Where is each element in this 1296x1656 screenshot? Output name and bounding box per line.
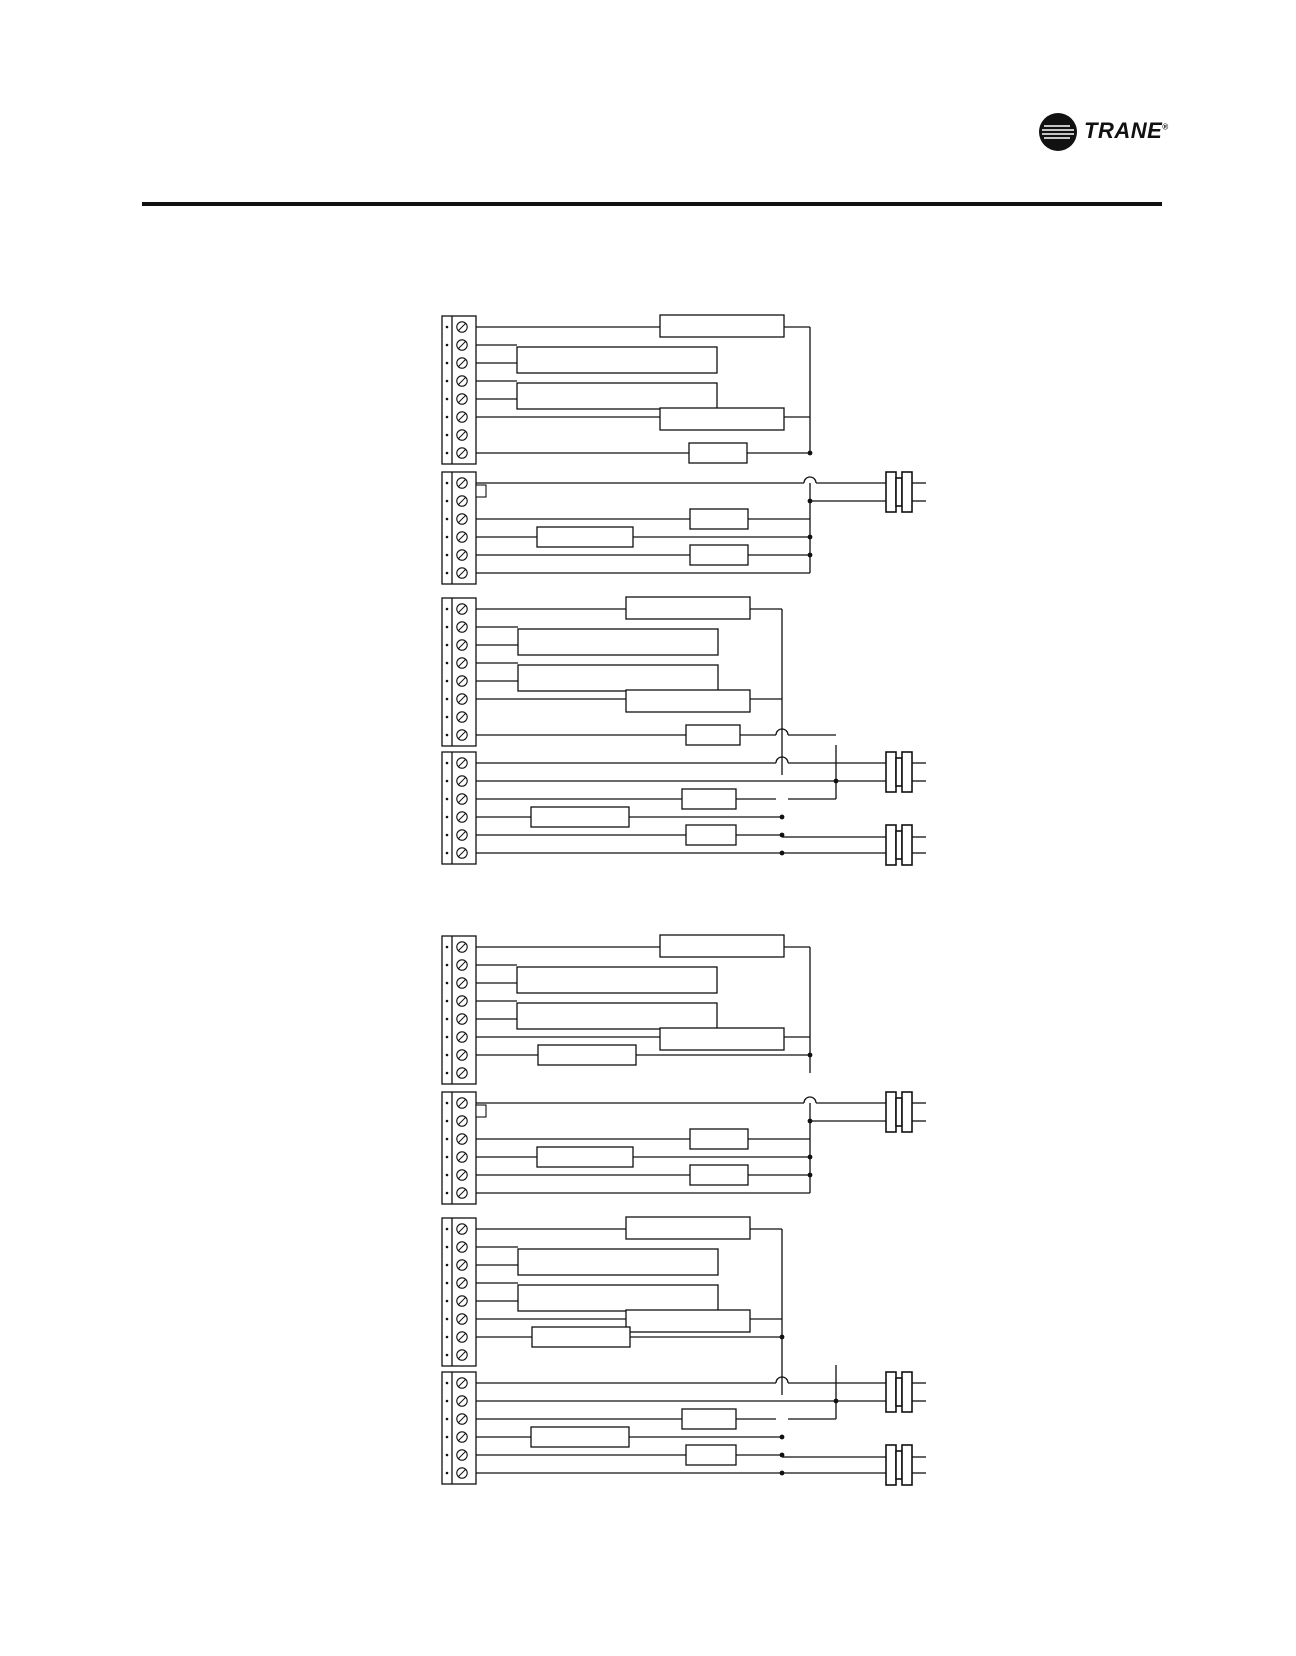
terminal-pin <box>446 1000 449 1003</box>
terminal-pin <box>446 1036 449 1039</box>
component-box <box>626 597 750 619</box>
terminal-pin <box>446 1156 449 1159</box>
connector-plug <box>886 1092 896 1132</box>
terminal-pin <box>446 716 449 719</box>
connector-plug <box>902 472 912 512</box>
terminal-pin <box>446 1192 449 1195</box>
terminal-pin <box>446 1354 449 1357</box>
terminal-block <box>442 472 476 584</box>
connector-plug <box>886 1372 896 1412</box>
junction-dot <box>808 1155 813 1160</box>
terminal-pin <box>446 1072 449 1075</box>
terminal-pin <box>446 326 449 329</box>
connector-plug <box>896 478 902 506</box>
junction-dot <box>808 1119 813 1124</box>
connector-plug <box>902 1092 912 1132</box>
terminal-pin <box>446 780 449 783</box>
terminal-pin <box>446 1264 449 1267</box>
connector-plug <box>902 1372 912 1412</box>
terminal-marker <box>476 485 486 497</box>
terminal-pin <box>446 1436 449 1439</box>
brand-name: TRANE® <box>1084 118 1169 143</box>
junction-dot <box>780 815 785 820</box>
connector-plug <box>896 758 902 786</box>
terminal-block <box>442 936 476 1084</box>
terminal-pin <box>446 518 449 521</box>
connector-plug <box>886 752 896 792</box>
terminal-pin <box>446 964 449 967</box>
terminal-pin <box>446 362 449 365</box>
junction-dot <box>808 1173 813 1178</box>
terminal-pin <box>446 1120 449 1123</box>
component-box <box>660 408 784 430</box>
terminal-pin <box>446 734 449 737</box>
wire-crossover <box>804 477 816 483</box>
terminal-pin <box>446 946 449 949</box>
component-box <box>626 690 750 712</box>
terminal-pin <box>446 1418 449 1421</box>
component-box <box>518 629 718 655</box>
terminal-pin <box>446 344 449 347</box>
terminal-pin <box>446 554 449 557</box>
terminal-pin <box>446 762 449 765</box>
component-box <box>690 1129 748 1149</box>
junction-dot <box>808 1053 813 1058</box>
terminal-block <box>442 752 476 864</box>
terminal-pin <box>446 1400 449 1403</box>
component-box <box>537 1147 633 1167</box>
junction-dot <box>808 553 813 558</box>
terminal-pin <box>446 398 449 401</box>
terminal-pin <box>446 608 449 611</box>
connector-plug <box>896 1378 902 1406</box>
component-box <box>690 545 748 565</box>
component-box <box>517 347 717 373</box>
terminal-pin <box>446 1382 449 1385</box>
terminal-block <box>442 316 476 464</box>
component-box <box>518 1285 718 1311</box>
terminal-pin <box>446 834 449 837</box>
terminal-pin <box>446 452 449 455</box>
connector-plug <box>902 1445 912 1485</box>
component-box <box>686 725 740 745</box>
component-box <box>538 1045 636 1065</box>
terminal-block <box>442 598 476 746</box>
terminal-pin <box>446 662 449 665</box>
component-box <box>686 825 736 845</box>
component-box <box>682 789 736 809</box>
component-box <box>660 1028 784 1050</box>
junction-dot <box>808 499 813 504</box>
terminal-pin <box>446 1282 449 1285</box>
junction-dot <box>780 1435 785 1440</box>
terminal-pin <box>446 1454 449 1457</box>
component-box <box>660 315 784 337</box>
junction-dot <box>780 851 785 856</box>
terminal-pin <box>446 1228 449 1231</box>
connector-plug <box>896 831 902 859</box>
terminal-block <box>442 1372 476 1484</box>
terminal-pin <box>446 798 449 801</box>
terminal-pin <box>446 1054 449 1057</box>
connector-plug <box>886 825 896 865</box>
terminal-block <box>442 1092 476 1204</box>
terminal-pin <box>446 816 449 819</box>
component-box <box>517 1003 717 1029</box>
terminal-pin <box>446 1336 449 1339</box>
connector-plug <box>896 1451 902 1479</box>
terminal-pin <box>446 380 449 383</box>
component-box <box>518 1249 718 1275</box>
junction-dot <box>808 535 813 540</box>
connector-plug <box>886 1445 896 1485</box>
terminal-pin <box>446 536 449 539</box>
component-box <box>517 383 717 409</box>
component-box <box>626 1217 750 1239</box>
terminal-pin <box>446 1246 449 1249</box>
component-box <box>660 935 784 957</box>
terminal-pin <box>446 1472 449 1475</box>
junction-dot <box>780 1471 785 1476</box>
terminal-pin <box>446 500 449 503</box>
component-box <box>682 1409 736 1429</box>
component-box <box>689 443 747 463</box>
terminal-pin <box>446 644 449 647</box>
connector-plug <box>896 1098 902 1126</box>
connector-plug <box>902 825 912 865</box>
connector-plug <box>902 752 912 792</box>
terminal-block <box>442 1218 476 1366</box>
component-box <box>518 665 718 691</box>
terminal-pin <box>446 434 449 437</box>
terminal-pin <box>446 416 449 419</box>
component-box <box>690 509 748 529</box>
component-box <box>626 1310 750 1332</box>
component-box <box>537 527 633 547</box>
terminal-pin <box>446 1300 449 1303</box>
wire-crossover <box>804 1097 816 1103</box>
terminal-pin <box>446 852 449 855</box>
terminal-pin <box>446 1318 449 1321</box>
component-box <box>531 807 629 827</box>
component-box <box>531 1427 629 1447</box>
terminal-marker <box>476 1105 486 1117</box>
terminal-pin <box>446 1018 449 1021</box>
terminal-pin <box>446 1102 449 1105</box>
terminal-pin <box>446 1138 449 1141</box>
terminal-pin <box>446 680 449 683</box>
terminal-pin <box>446 1174 449 1177</box>
terminal-pin <box>446 982 449 985</box>
terminal-pin <box>446 482 449 485</box>
terminal-pin <box>446 698 449 701</box>
junction-dot <box>780 1335 785 1340</box>
junction-dot <box>808 451 813 456</box>
component-box <box>686 1445 736 1465</box>
component-box <box>690 1165 748 1185</box>
terminal-pin <box>446 572 449 575</box>
terminal-pin <box>446 626 449 629</box>
component-box <box>532 1327 630 1347</box>
component-box <box>517 967 717 993</box>
connector-plug <box>886 472 896 512</box>
